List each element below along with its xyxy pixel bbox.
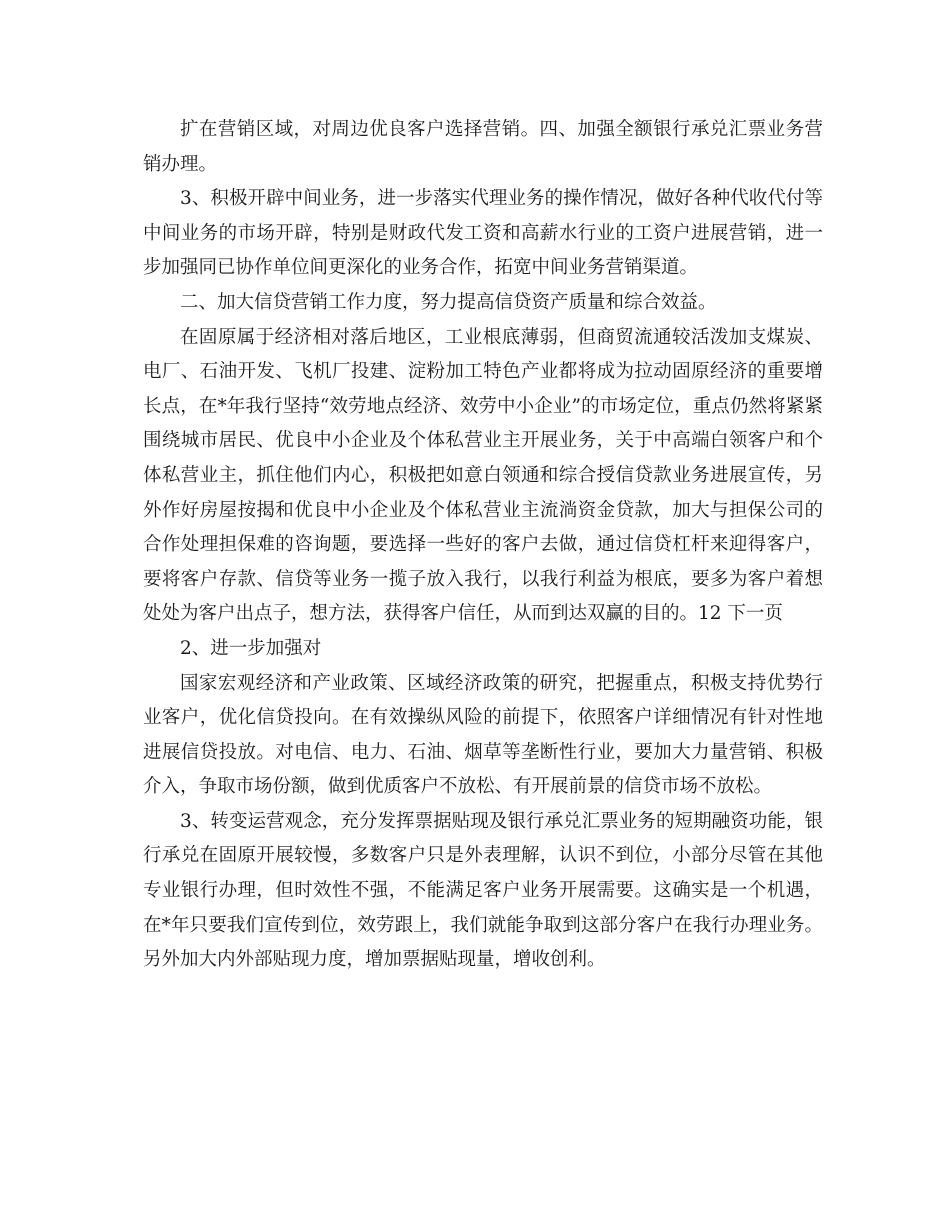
document-body bbox=[143, 113, 823, 978]
paragraph-strengthen-heading: 2、进一步加强对 bbox=[180, 637, 322, 659]
paragraph-intermediate-business: 3、积极开辟中间业务，进一步落实代理业务的操作情况，做好各种代收代付等中间业务的市场开辟，特别是财政代发工资和高薪水行业的工资户进展营销，进一步加强同已协作单位间更深化的业务合作，拓宽中间业务营销渠道。 bbox=[143, 188, 823, 279]
paragraph-policy-research: 国家宏观经济和产业政策、区域经济政策的研究，把握重点，积极支持优势行业客户，优化信贷投向。在有效操纵风险的前提下，依照客户详细情况有针对性地进展信贷投放。对电信、电力、石油、烟草等垄断性行业，要加大力量营销、积极介入，争取市场份额，做到优质客户不放松、有开展前景的信贷市场不放松。 bbox=[143, 672, 823, 798]
paragraph-credit-heading: 二、加大信贷营销工作力度，努力提高信贷资产质量和综合效益。 bbox=[180, 291, 717, 313]
paragraph-guyuan-economy: 在固原属于经济相对落后地区，工业根底薄弱，但商贸流通较活泼加支煤炭、电厂、石油开发、飞机厂投建、淀粉加工特色产业都将成为拉动固原经济的重要增长点，在*年我行坚持“效劳地点经济、效劳中小企业”的市场定位，重点仍然将紧紧围绕城市居民、优良中小企业及个体私营业主开展业务，关于中高端白领客户和个体私营业主，抓住他们内心，积极把如意白领通和综合授信贷款业务进展宣传，另外作好房屋按揭和优良中小企业及个体私营业主流淌资金贷款，加大与担保公司的合作处理担保难的咨询题，要选择一些好的客户去做，通过信贷杠杆来迎得客户，要将客户存款、信贷等业务一揽子放入我行，以我行利益为根底，要多为客户着想处处为客户出点子，想方法，获得客户信任，从而到达双赢的目的。12 下一页 bbox=[143, 326, 823, 625]
paragraph-bill-discount: 3、转变运营观念，充分发挥票据贴现及银行承兑汇票业务的短期融资功能，银行承兑在固原开展较慢，多数客户只是外表理解，认识不到位，小部分尽管在其他专业银行办理，但时效性不强，不能满足客户业务开展需要。这确实是一个机遇，在*年只要我们宣传到位，效劳跟上，我们就能争取到这部分客户在我行办理业务。另外加大内外部贴现力度，增加票据贴现量，增收创利。 bbox=[143, 810, 823, 971]
paragraph-marketing-area: 扩在营销区域，对周边优良客户选择营销。四、加强全额银行承兑汇票业务营销办理。 bbox=[143, 119, 823, 175]
